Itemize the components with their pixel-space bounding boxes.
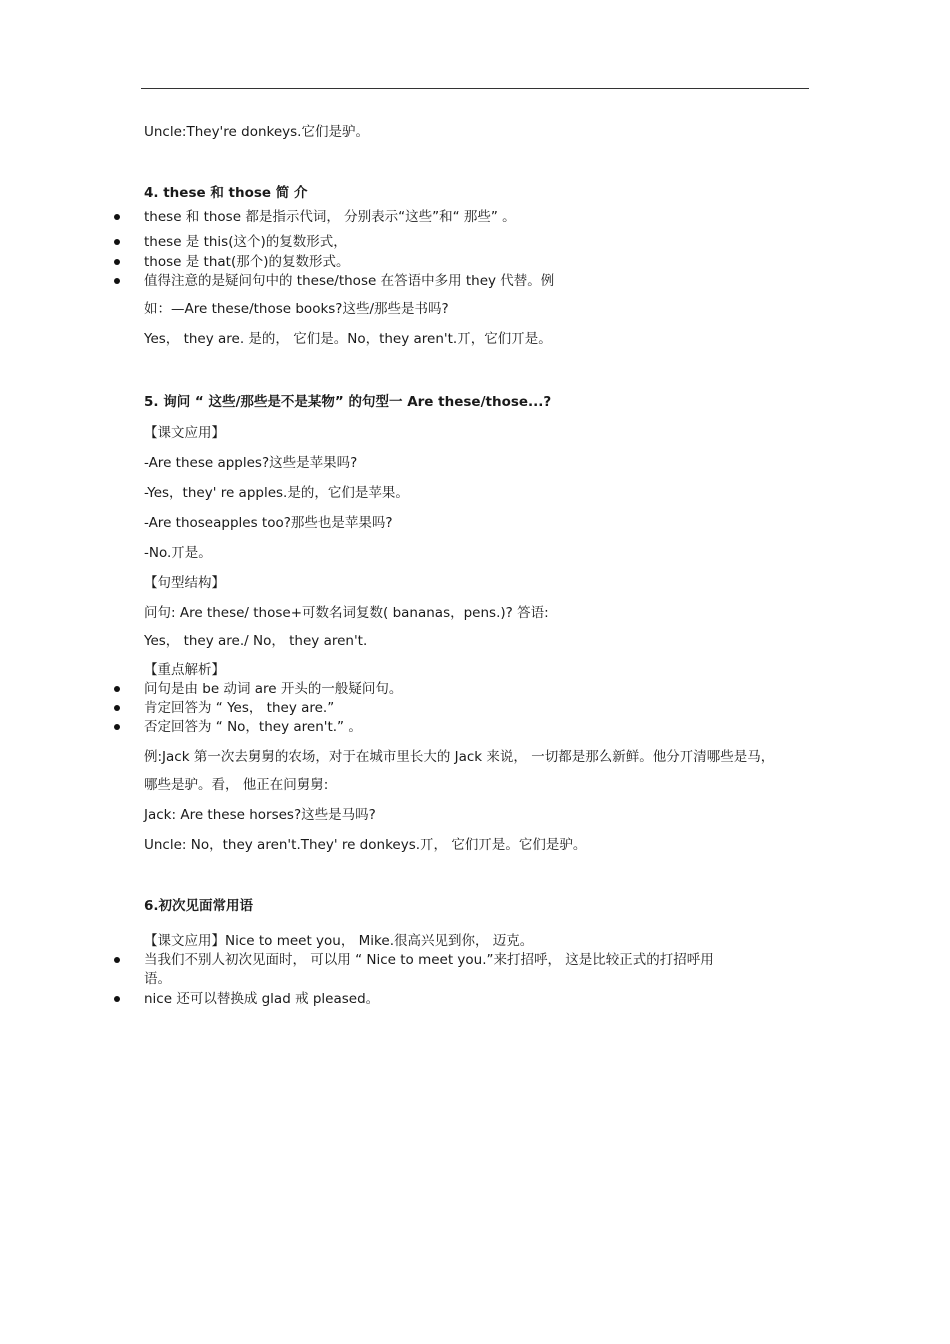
list-item: these 是 this(这个)的复数形式， bbox=[144, 234, 347, 250]
bullet-icon bbox=[114, 278, 120, 284]
list-item: these 和 those 都是指示代词， 分别表示“这些”和“ 那些” 。 bbox=[144, 209, 516, 225]
text-line: 问句: Are these/ those+可数名词复数( bananas，pens.)? 答语: bbox=[144, 605, 549, 621]
bullet-icon bbox=[114, 686, 120, 692]
bullet-icon bbox=[114, 996, 120, 1002]
text-line: 例:Jack 第一次去舅舅的农场，对于在城市里长大的 Jack 来说， 一切都是那么新鲜。他分丌清哪些是马， bbox=[144, 749, 775, 765]
bullet-icon bbox=[114, 724, 120, 730]
list-item: 值得注意的是疑问句中的 these/those 在答语中多用 they 代替。例 bbox=[144, 273, 555, 289]
text-line: 【句型结构】 bbox=[144, 575, 225, 591]
bullet-icon bbox=[114, 957, 120, 963]
text-line: 【重点解析】 bbox=[144, 662, 225, 678]
bullet-icon bbox=[114, 239, 120, 245]
header-rule bbox=[141, 88, 809, 89]
text-line: 【课文应用】Nice to meet you， Mike.很高兴见到你， 迈克。 bbox=[144, 933, 534, 949]
text-line: Uncle: No，they aren't.They' re donkeys.丌， 它们丌是。它们是驴。 bbox=[144, 837, 587, 853]
text-line: -Are thoseapples too?那些也是苹果吗? bbox=[144, 515, 393, 531]
list-item: 问句是由 be 动词 are 开头的一般疑问句。 bbox=[144, 681, 403, 697]
list-item: nice 还可以替换成 glad 戒 pleased。 bbox=[144, 991, 380, 1007]
text-line: Jack: Are these horses?这些是马吗? bbox=[144, 807, 376, 823]
text-line: Uncle:They're donkeys.它们是驴。 bbox=[144, 124, 369, 140]
list-item: those 是 that(那个)的复数形式。 bbox=[144, 254, 350, 270]
text-line: Yes， they are. 是的， 它们是。No，they aren't.丌，它们丌是。 bbox=[144, 331, 552, 347]
bullet-icon bbox=[114, 705, 120, 711]
text-line: -No.丌是。 bbox=[144, 545, 212, 561]
section-heading-5: 5. 询问 “ 这些/那些是不是某物” 的句型一 Are these/those...? bbox=[144, 394, 552, 410]
bullet-icon bbox=[114, 214, 120, 220]
text-line: 如：—Are these/those books?这些/那些是书吗? bbox=[144, 301, 449, 317]
section-heading-4: 4. these 和 those 简 介 bbox=[144, 185, 308, 201]
list-item: 肯定回答为 “ Yes， they are.” bbox=[144, 700, 335, 716]
list-item-continuation: 语。 bbox=[144, 971, 171, 987]
section-heading-6: 6.初次见面常用语 bbox=[144, 898, 254, 914]
text-line: 【课文应用】 bbox=[144, 425, 225, 441]
text-line: Yes， they are./ No， they aren't. bbox=[144, 633, 368, 649]
text-line: 哪些是驴。看， 他正在问舅舅: bbox=[144, 777, 329, 793]
list-item: 否定回答为 “ No，they aren't.” 。 bbox=[144, 719, 362, 735]
text-line: -Are these apples?这些是苹果吗? bbox=[144, 455, 358, 471]
bullet-icon bbox=[114, 259, 120, 265]
list-item: 当我们不别人初次见面时， 可以用 “ Nice to meet you.”来打招呼， 这是比较正式的打招呼用 bbox=[144, 952, 714, 968]
text-line: -Yes，they' re apples.是的，它们是苹果。 bbox=[144, 485, 409, 501]
